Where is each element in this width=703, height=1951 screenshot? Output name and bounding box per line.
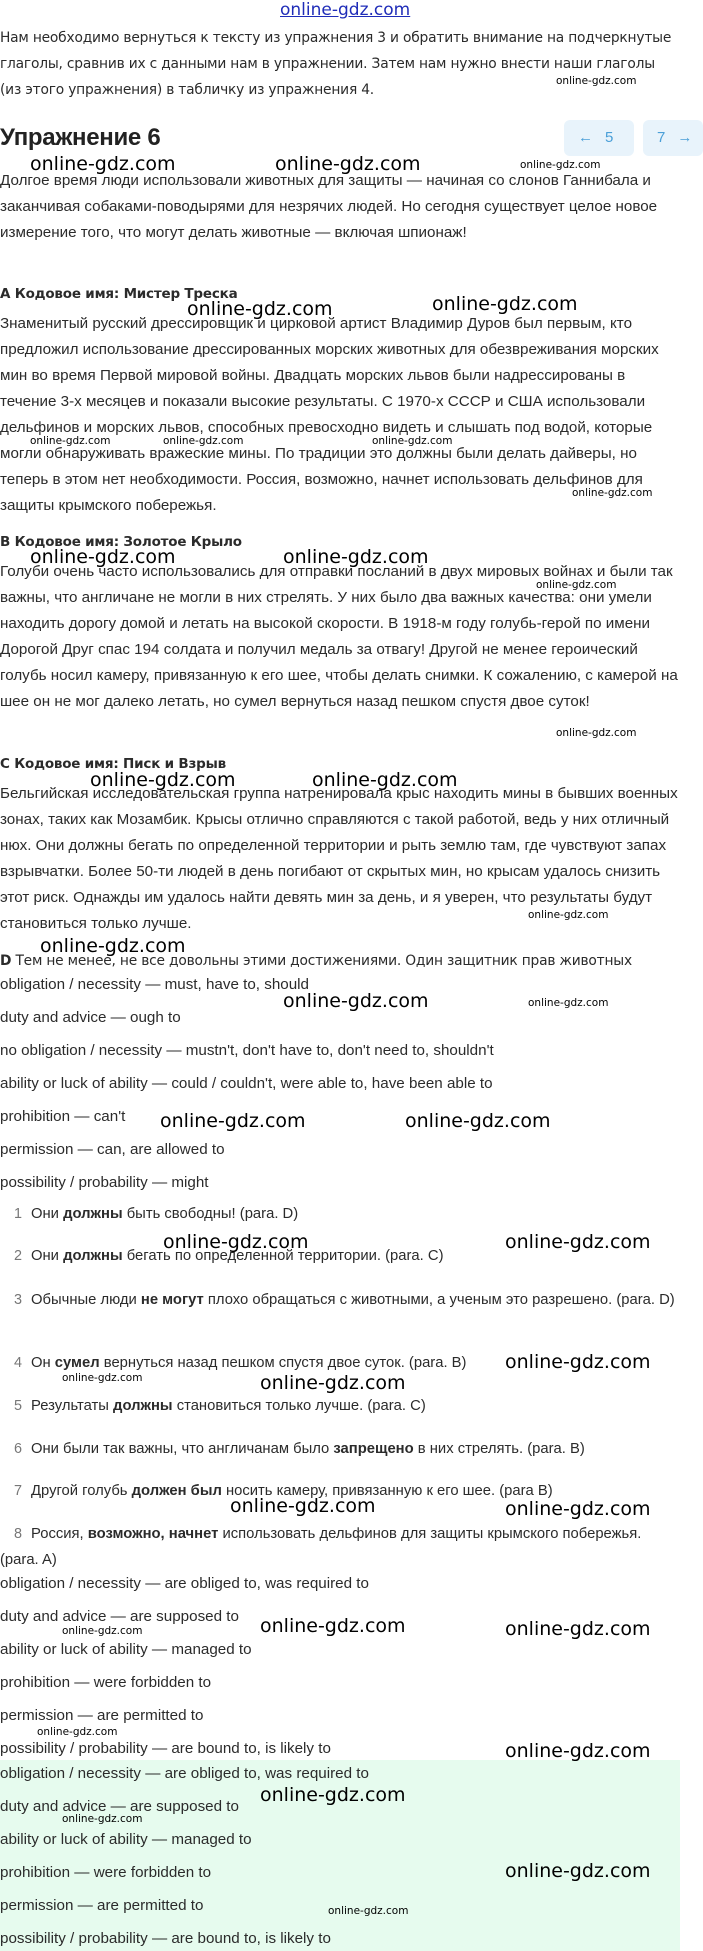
answer-highlight-line: possibility / probability — are bound to, is likely to [0, 1930, 331, 1947]
exercise-number: 4 [13, 1355, 22, 1371]
exercise-item [0, 1436, 680, 1462]
answer-line: prohibition — were forbidden to [0, 1674, 212, 1691]
exercise-text: Он [31, 1355, 55, 1371]
watermark: online-gdz.com [62, 1372, 143, 1384]
exercise-text: Россия, [31, 1526, 88, 1542]
exercise-item [0, 1393, 680, 1419]
answer-highlight-line: prohibition — were forbidden to [0, 1864, 212, 1881]
exercise-number: 1 [13, 1206, 22, 1222]
section-b-text: Голуби очень часто использовались для отправки посланий в двух мировых войнах и были так важны, что англичане не могли в них стрелять. У них было два важных качества: они умели находить дорогу домой и летать на высокой скорости. В 1918-м году голубь-герой по имени Дорогой Друг спас 194 солдата и получил медаль за отвагу! Другой не менее героический голубь носил камеру, привязанную к его шее, чтобы делать снимки. К сожалению, с камерой на шее он не мог далеко летать, но сумел вернуться назад пешком спустя двое суток! [0, 563, 678, 710]
exercise-text: Обычные люди [31, 1292, 141, 1308]
watermark: online-gdz.com [528, 909, 609, 921]
watermark: online-gdz.com [283, 990, 429, 1012]
category-line: ability or luck of ability — could / couldn't, were able to, have been able to [0, 1075, 493, 1092]
exercise-text: использовать дельфинов для защиты крымского побережья. (para. A) [0, 1526, 642, 1568]
exercise-text: носить камеру, привязанную к его шее. (para B) [221, 1483, 553, 1499]
exercise-text: Результаты [31, 1398, 114, 1414]
watermark: online-gdz.com [283, 546, 429, 568]
exercise-text: Они [31, 1248, 64, 1264]
answer-line: possibility / probability — are bound to, is likely to [0, 1740, 331, 1757]
next-exercise-number: 7 [657, 129, 666, 146]
watermark: online-gdz.com [505, 1860, 651, 1882]
category-line: possibility / probability — might [0, 1174, 209, 1191]
watermark: online-gdz.com [505, 1351, 651, 1373]
arrow-right-icon: → [677, 129, 693, 146]
section-d-label: D [0, 953, 12, 969]
exercise-modal-verb: не могут [140, 1292, 204, 1308]
answer-line: obligation / necessity — are obliged to, was required to [0, 1575, 369, 1592]
lead-paragraph: Долгое время люди использовали животных для защиты — начиная со слонов Ганнибала и заканчивая собаками-поводырями для незрячих людей. Но сегодня существует целое новое измерение того, что могут делать животные — включая шпионаж! [0, 172, 658, 241]
watermark: online-gdz.com [505, 1231, 651, 1253]
watermark: online-gdz.com [163, 1231, 309, 1253]
watermark: online-gdz.com [328, 1905, 409, 1917]
exercise-text: бегать по определенной территории. (para. C) [122, 1248, 444, 1264]
watermark: online-gdz.com [230, 1495, 376, 1517]
exercise-text: быть свободны! (para. D) [122, 1206, 299, 1222]
answer-line: permission — are permitted to [0, 1707, 204, 1724]
exercise-text: плохо обращаться с животными, а ученым это разрешено. (para. D) [203, 1292, 675, 1308]
arrow-left-icon: ← [578, 129, 593, 146]
section-c-text: Бельгийская исследовательская группа натренировала крыс находить мины в бывших военных зонах, таких как Мозамбик. Крысы отлично справляются с такой работой, ведь у них отличный нюх. Они должны бегать по определенной территории и рыть землю там, где чувствуют запах взрывчатки. Более 50-ти людей в день погибают от скрытых мин, но крысам удалось снизить этот риск. Однажды им удалось найти девять мин за день, и я уверен, что результаты будут становиться только лучше. [0, 785, 678, 932]
exercise-item [0, 1201, 680, 1227]
section-b-heading: B Кодовое имя: Золотое Крыло [0, 534, 242, 550]
exercise-text: Они [31, 1206, 64, 1222]
exercise-text: становиться только лучше. (para. C) [172, 1398, 426, 1414]
answer-highlight-line: permission — are permitted to [0, 1897, 204, 1914]
watermark: online-gdz.com [30, 435, 111, 447]
exercise-modal-verb: должны [63, 1206, 123, 1222]
exercise-number: 5 [13, 1398, 22, 1414]
watermark: online-gdz.com [163, 435, 244, 447]
prev-exercise-button[interactable] [564, 120, 634, 156]
watermark: online-gdz.com [505, 1498, 651, 1520]
exercise-number: 8 [13, 1526, 22, 1542]
watermark: online-gdz.com [260, 1784, 406, 1806]
exercise-number: 7 [13, 1483, 22, 1499]
watermark: online-gdz.com [160, 1110, 306, 1132]
section-a-heading: A Кодовое имя: Мистер Треска [0, 286, 238, 302]
watermark: online-gdz.com [30, 546, 176, 568]
exercise-number: 3 [13, 1292, 22, 1308]
watermark: online-gdz.com [37, 1726, 118, 1738]
watermark: online-gdz.com [275, 153, 421, 175]
exercise-item [0, 1521, 680, 1573]
watermark: online-gdz.com [505, 1618, 651, 1640]
exercise-modal-verb: возможно, начнет [87, 1526, 219, 1542]
exercise-modal-verb: должен был [131, 1483, 222, 1499]
watermark: online-gdz.com [40, 935, 186, 957]
watermark: online-gdz.com [62, 1625, 143, 1637]
exercise-modal-verb: сумел [54, 1355, 100, 1371]
category-line: no obligation / necessity — mustn't, don't have to, don't need to, shouldn't [0, 1042, 494, 1059]
answer-highlight-line: duty and advice — are supposed to [0, 1798, 239, 1815]
watermark: online-gdz.com [187, 298, 333, 320]
watermark: online-gdz.com [520, 159, 601, 171]
exercise-modal-verb: должны [63, 1248, 123, 1264]
answer-highlight-line: ability or luck of ability — managed to [0, 1831, 252, 1848]
watermark: online-gdz.com [30, 153, 176, 175]
watermark: online-gdz.com [372, 435, 453, 447]
exercise-modal-verb: запрещено [333, 1441, 414, 1457]
watermark: online-gdz.com [312, 769, 458, 791]
exercise-number: 2 [13, 1248, 22, 1264]
exercise-text: Они были так важны, что англичанам было [31, 1441, 334, 1457]
watermark: online-gdz.com [556, 727, 637, 739]
exercise-number: 6 [13, 1441, 22, 1457]
watermark: online-gdz.com [62, 1813, 143, 1825]
answer-line: ability or luck of ability — managed to [0, 1641, 252, 1658]
exercise-text: в них стрелять. (para. B) [413, 1441, 585, 1457]
watermark-link-top[interactable]: online-gdz.com [280, 0, 411, 20]
watermark: online-gdz.com [528, 997, 609, 1009]
watermark: online-gdz.com [556, 75, 637, 87]
answer-line: duty and advice — are supposed to [0, 1608, 239, 1625]
section-c-heading: C Кодовое имя: Писк и Взрыв [0, 756, 226, 772]
watermark: online-gdz.com [260, 1372, 406, 1394]
category-line: duty and advice — ough to [0, 1009, 181, 1026]
section-a-text: Знаменитый русский дрессировщик и цирковой артист Владимир Дуров был первым, кто предложил использование дрессированных морских животных для обезвреживания морских мин во время Первой мировой войны. Двадцать морских львов были надрессированы в течение 3-х месяцев и показали высокие результаты. С 1970-х СССР и США использовали дельфинов и морских львов, способных превосходно видеть и слышать под водой, которые могли обнаруживать вражеские мины. По традиции это должны были делать дайверы, но теперь в этом нет необходимости. Россия, возможно, начнет использовать дельфинов для защиты крымского побережья. [0, 315, 659, 514]
exercise-modal-verb: должны [113, 1398, 173, 1414]
category-line: prohibition — can't [0, 1108, 126, 1125]
prev-exercise-number: 5 [605, 129, 614, 146]
watermark: online-gdz.com [572, 487, 653, 499]
watermark: online-gdz.com [505, 1740, 651, 1762]
next-exercise-button[interactable] [643, 120, 703, 156]
section-d-text: Тем не менее, не все довольны этими достижениями. Один защитник прав животных [15, 953, 632, 969]
watermark: online-gdz.com [405, 1110, 551, 1132]
exercise-text: вернуться назад пешком спустя двое суток. (para. B) [99, 1355, 467, 1371]
page-title: Упражнение 6 [0, 124, 161, 151]
intro-paragraph: Нам необходимо вернуться к тексту из упражнения 3 и обратить внимание на подчеркнутые глаголы, сравнив их с данными нам в упражнении. Затем нам нужно внести наши глаголы (из этого упражнения) в табличку из упражнения 4. [0, 30, 672, 98]
watermark: online-gdz.com [260, 1615, 406, 1637]
category-line: permission — can, are allowed to [0, 1141, 225, 1158]
watermark: online-gdz.com [90, 769, 236, 791]
answer-highlight-line: obligation / necessity — are obliged to, was required to [0, 1765, 369, 1782]
exercise-item [0, 1287, 680, 1313]
watermark: online-gdz.com [536, 579, 617, 591]
category-line: obligation / necessity — must, have to, should [0, 976, 309, 993]
exercise-text: Другой голубь [31, 1483, 132, 1499]
watermark: online-gdz.com [432, 293, 578, 315]
